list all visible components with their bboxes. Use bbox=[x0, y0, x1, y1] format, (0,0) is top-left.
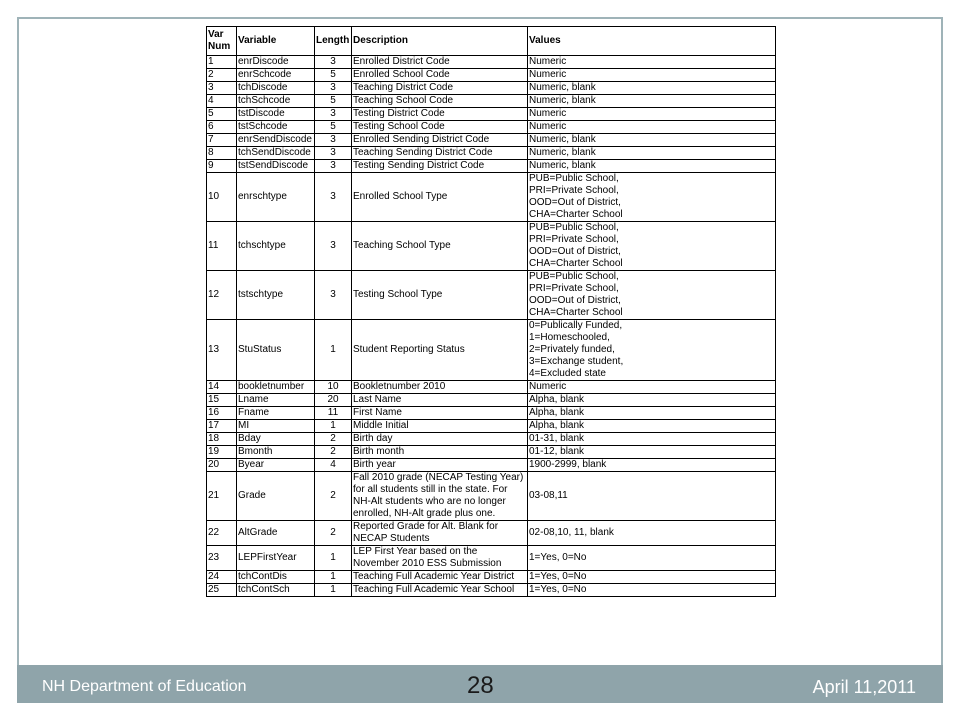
length-cell: 3 bbox=[315, 134, 352, 147]
length-cell: 3 bbox=[315, 147, 352, 160]
value-line: Numeric, blank bbox=[529, 160, 596, 171]
table-row bbox=[207, 134, 776, 147]
description-cell: Enrolled School Type bbox=[352, 173, 528, 222]
value-line: 0=Publically Funded, bbox=[529, 320, 623, 331]
values-cell bbox=[528, 320, 776, 381]
values-cell bbox=[528, 82, 776, 95]
variable-cell: enrSendDiscode bbox=[237, 134, 315, 147]
table-row bbox=[207, 69, 776, 82]
values-cell bbox=[528, 420, 776, 433]
description-cell: Teaching School Type bbox=[352, 222, 528, 271]
description-cell: Teaching Full Academic Year School bbox=[352, 584, 528, 597]
header-variable: Variable bbox=[237, 27, 315, 56]
variable-cell: tchDiscode bbox=[237, 82, 315, 95]
value-line: Numeric, blank bbox=[529, 134, 596, 145]
length-cell: 3 bbox=[315, 160, 352, 173]
value-line: CHA=Charter School bbox=[529, 258, 623, 269]
length-cell: 2 bbox=[315, 433, 352, 446]
value-line: PRI=Private School, bbox=[529, 185, 619, 196]
values-cell bbox=[528, 546, 776, 571]
table-row bbox=[207, 95, 776, 108]
table-row bbox=[207, 459, 776, 472]
table-row bbox=[207, 173, 776, 222]
variable-cell: enrSchcode bbox=[237, 69, 315, 82]
var-num-cell: 19 bbox=[207, 446, 237, 459]
description-cell: LEP First Year based on the November 2010 ESS Submission bbox=[352, 546, 528, 571]
value-line: 1=Yes, 0=No bbox=[529, 571, 587, 582]
table-row bbox=[207, 271, 776, 320]
length-cell: 4 bbox=[315, 459, 352, 472]
description-cell: Last Name bbox=[352, 394, 528, 407]
length-cell: 1 bbox=[315, 571, 352, 584]
table-row bbox=[207, 121, 776, 134]
table-row bbox=[207, 407, 776, 420]
page-number: 28 bbox=[467, 672, 494, 699]
description-cell: Teaching Full Academic Year District bbox=[352, 571, 528, 584]
value-line: 01-31, blank bbox=[529, 433, 585, 444]
value-line: 3=Exchange student, bbox=[529, 356, 624, 367]
description-cell: First Name bbox=[352, 407, 528, 420]
footer-date: April 11,2011 bbox=[812, 677, 916, 697]
values-cell bbox=[528, 521, 776, 546]
values-cell bbox=[528, 394, 776, 407]
value-line: Numeric bbox=[529, 56, 567, 67]
table-row bbox=[207, 546, 776, 571]
var-num-cell: 21 bbox=[207, 472, 237, 521]
table-header-row bbox=[207, 27, 776, 56]
value-line: Numeric, blank bbox=[529, 82, 596, 93]
variable-cell: Bday bbox=[237, 433, 315, 446]
variable-cell: enrDiscode bbox=[237, 56, 315, 69]
value-line: 03-08,11 bbox=[529, 490, 568, 501]
value-line: CHA=Charter School bbox=[529, 209, 623, 220]
description-cell: Testing District Code bbox=[352, 108, 528, 121]
description-cell: Enrolled School Code bbox=[352, 69, 528, 82]
value-line: OOD=Out of District, bbox=[529, 295, 621, 306]
length-cell: 20 bbox=[315, 394, 352, 407]
value-line: Numeric bbox=[529, 121, 567, 132]
value-line: Alpha, blank bbox=[529, 420, 585, 431]
length-cell: 3 bbox=[315, 108, 352, 121]
values-cell bbox=[528, 472, 776, 521]
value-line: 1900-2999, blank bbox=[529, 459, 607, 470]
var-num-cell: 6 bbox=[207, 121, 237, 134]
value-line: Numeric, blank bbox=[529, 147, 596, 158]
length-cell: 2 bbox=[315, 472, 352, 521]
table-row bbox=[207, 56, 776, 69]
length-cell: 5 bbox=[315, 95, 352, 108]
values-cell bbox=[528, 160, 776, 173]
var-num-cell: 5 bbox=[207, 108, 237, 121]
length-cell: 3 bbox=[315, 222, 352, 271]
var-num-cell: 18 bbox=[207, 433, 237, 446]
description-cell: Testing School Code bbox=[352, 121, 528, 134]
var-num-cell: 22 bbox=[207, 521, 237, 546]
value-line: Alpha, blank bbox=[529, 407, 585, 418]
length-cell: 3 bbox=[315, 56, 352, 69]
variable-cell: tstSchcode bbox=[237, 121, 315, 134]
var-num-cell: 7 bbox=[207, 134, 237, 147]
variable-cell: tchSchcode bbox=[237, 95, 315, 108]
values-cell bbox=[528, 459, 776, 472]
variable-cell: tstSendDiscode bbox=[237, 160, 315, 173]
variable-cell: tchContSch bbox=[237, 584, 315, 597]
table-row bbox=[207, 584, 776, 597]
values-cell bbox=[528, 446, 776, 459]
table-row bbox=[207, 433, 776, 446]
var-num-cell: 2 bbox=[207, 69, 237, 82]
description-cell: Birth year bbox=[352, 459, 528, 472]
values-cell bbox=[528, 95, 776, 108]
variable-cell: tstDiscode bbox=[237, 108, 315, 121]
var-num-cell: 23 bbox=[207, 546, 237, 571]
value-line: 1=Homeschooled, bbox=[529, 332, 610, 343]
header-values: Values bbox=[528, 27, 776, 56]
var-num-cell: 4 bbox=[207, 95, 237, 108]
table-body bbox=[207, 56, 776, 597]
description-cell: Enrolled Sending District Code bbox=[352, 134, 528, 147]
values-cell bbox=[528, 69, 776, 82]
var-num-cell: 14 bbox=[207, 381, 237, 394]
variable-cell: MI bbox=[237, 420, 315, 433]
length-cell: 11 bbox=[315, 407, 352, 420]
var-num-cell: 8 bbox=[207, 147, 237, 160]
table-row bbox=[207, 320, 776, 381]
values-cell bbox=[528, 56, 776, 69]
value-line: Numeric, blank bbox=[529, 95, 596, 106]
variable-cell: Grade bbox=[237, 472, 315, 521]
variable-cell: tchSendDiscode bbox=[237, 147, 315, 160]
value-line: 02-08,10, 11, blank bbox=[529, 527, 614, 538]
value-line: CHA=Charter School bbox=[529, 307, 623, 318]
value-line: Numeric bbox=[529, 108, 567, 119]
values-cell bbox=[528, 571, 776, 584]
description-cell: Testing School Type bbox=[352, 271, 528, 320]
value-line: Numeric bbox=[529, 69, 567, 80]
value-line: Alpha, blank bbox=[529, 394, 585, 405]
length-cell: 2 bbox=[315, 446, 352, 459]
values-cell bbox=[528, 147, 776, 160]
value-line: Numeric bbox=[529, 381, 567, 392]
length-cell: 3 bbox=[315, 82, 352, 95]
variable-cell: enrschtype bbox=[237, 173, 315, 222]
variable-cell: tchContDis bbox=[237, 571, 315, 584]
table-row bbox=[207, 472, 776, 521]
values-cell bbox=[528, 134, 776, 147]
variable-cell: tchschtype bbox=[237, 222, 315, 271]
variable-table bbox=[206, 26, 776, 597]
description-cell: Testing Sending District Code bbox=[352, 160, 528, 173]
var-num-cell: 13 bbox=[207, 320, 237, 381]
value-line: 4=Excluded state bbox=[529, 368, 606, 379]
values-cell bbox=[528, 121, 776, 134]
value-line: 2=Privately funded, bbox=[529, 344, 615, 355]
description-cell: Bookletnumber 2010 bbox=[352, 381, 528, 394]
description-cell: Middle Initial bbox=[352, 420, 528, 433]
value-line: 1=Yes, 0=No bbox=[529, 584, 587, 595]
values-cell bbox=[528, 271, 776, 320]
variable-cell: bookletnumber bbox=[237, 381, 315, 394]
variable-cell: Bmonth bbox=[237, 446, 315, 459]
description-cell: Birth day bbox=[352, 433, 528, 446]
var-num-cell: 3 bbox=[207, 82, 237, 95]
header-description: Description bbox=[352, 27, 528, 56]
length-cell: 1 bbox=[315, 546, 352, 571]
variable-cell: AltGrade bbox=[237, 521, 315, 546]
table-row bbox=[207, 571, 776, 584]
value-line: OOD=Out of District, bbox=[529, 197, 621, 208]
values-cell bbox=[528, 222, 776, 271]
var-num-cell: 17 bbox=[207, 420, 237, 433]
table-row bbox=[207, 222, 776, 271]
header-var-num: Var Num bbox=[207, 27, 237, 56]
length-cell: 1 bbox=[315, 420, 352, 433]
description-cell: Reported Grade for Alt. Blank for NECAP Students bbox=[352, 521, 528, 546]
variable-cell: tstschtype bbox=[237, 271, 315, 320]
description-cell: Enrolled District Code bbox=[352, 56, 528, 69]
variable-cell: LEPFirstYear bbox=[237, 546, 315, 571]
var-num-cell: 12 bbox=[207, 271, 237, 320]
description-cell: Birth month bbox=[352, 446, 528, 459]
table-row bbox=[207, 420, 776, 433]
table-row bbox=[207, 381, 776, 394]
description-cell: Teaching School Code bbox=[352, 95, 528, 108]
values-cell bbox=[528, 584, 776, 597]
variable-cell: Lname bbox=[237, 394, 315, 407]
value-line: PRI=Private School, bbox=[529, 283, 619, 294]
length-cell: 3 bbox=[315, 173, 352, 222]
length-cell: 1 bbox=[315, 584, 352, 597]
length-cell: 5 bbox=[315, 69, 352, 82]
header-length: Length bbox=[315, 27, 352, 56]
value-line: PRI=Private School, bbox=[529, 234, 619, 245]
table-row bbox=[207, 394, 776, 407]
length-cell: 2 bbox=[315, 521, 352, 546]
description-cell: Teaching Sending District Code bbox=[352, 147, 528, 160]
length-cell: 3 bbox=[315, 271, 352, 320]
var-num-cell: 20 bbox=[207, 459, 237, 472]
table-row bbox=[207, 160, 776, 173]
var-num-cell: 16 bbox=[207, 407, 237, 420]
length-cell: 10 bbox=[315, 381, 352, 394]
var-num-cell: 24 bbox=[207, 571, 237, 584]
variable-cell: StuStatus bbox=[237, 320, 315, 381]
values-cell bbox=[528, 173, 776, 222]
table-row bbox=[207, 446, 776, 459]
value-line: 1=Yes, 0=No bbox=[529, 552, 587, 563]
value-line: PUB=Public School, bbox=[529, 173, 619, 184]
var-num-cell: 9 bbox=[207, 160, 237, 173]
value-line: 01-12, blank bbox=[529, 446, 585, 457]
values-cell bbox=[528, 108, 776, 121]
description-cell: Student Reporting Status bbox=[352, 320, 528, 381]
length-cell: 1 bbox=[315, 320, 352, 381]
variable-cell: Fname bbox=[237, 407, 315, 420]
footer-organization: NH Department of Education bbox=[42, 678, 247, 695]
description-cell: Teaching District Code bbox=[352, 82, 528, 95]
variable-cell: Byear bbox=[237, 459, 315, 472]
length-cell: 5 bbox=[315, 121, 352, 134]
var-num-cell: 1 bbox=[207, 56, 237, 69]
value-line: OOD=Out of District, bbox=[529, 246, 621, 257]
var-num-cell: 11 bbox=[207, 222, 237, 271]
values-cell bbox=[528, 381, 776, 394]
var-num-cell: 10 bbox=[207, 173, 237, 222]
var-num-cell: 25 bbox=[207, 584, 237, 597]
table-row bbox=[207, 108, 776, 121]
value-line: PUB=Public School, bbox=[529, 271, 619, 282]
description-cell: Fall 2010 grade (NECAP Testing Year) for all students still in the state. For NH-Alt students who are no longer enrolled, NH-Alt grade plus one. bbox=[352, 472, 528, 521]
values-cell bbox=[528, 433, 776, 446]
value-line: PUB=Public School, bbox=[529, 222, 619, 233]
values-cell bbox=[528, 407, 776, 420]
table-row bbox=[207, 147, 776, 160]
table-row bbox=[207, 82, 776, 95]
table-row bbox=[207, 521, 776, 546]
var-num-cell: 15 bbox=[207, 394, 237, 407]
